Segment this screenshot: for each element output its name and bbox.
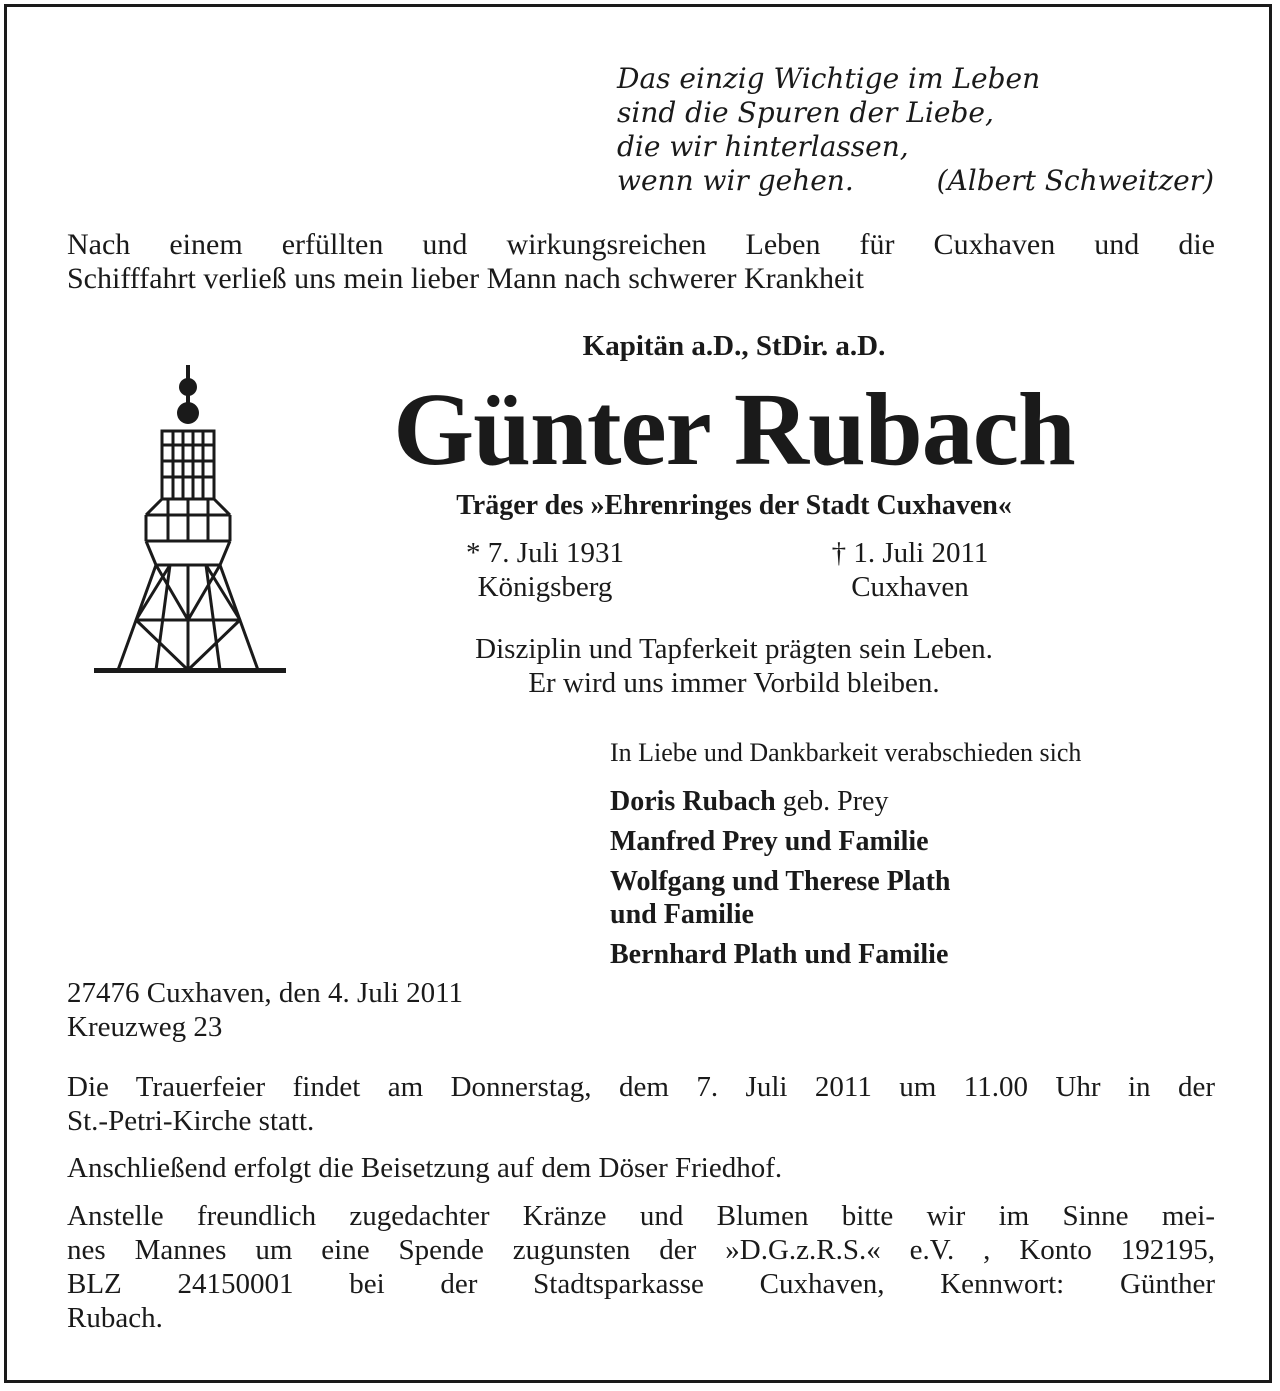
donation-paragraph <box>67 1199 1215 1335</box>
funeral-line: Die Trauerfeier findet am Donnerstag, dem 7. Juli 2011 um 11.00 Uhr in der <box>67 1071 1215 1103</box>
mourner-name: Bernhard Plath und Familie <box>610 939 949 970</box>
motto-line: Er wird uns immer Vorbild bleiben. <box>528 667 940 699</box>
epigraph-quote <box>617 62 1217 198</box>
burial-paragraph <box>67 1151 1215 1185</box>
birth-date: * 7. Juli 1931 <box>466 537 624 569</box>
address-block <box>67 976 463 1044</box>
mourner-entry <box>610 938 1220 971</box>
mourner-name: Wolfgang und Therese Plath <box>610 866 951 897</box>
burial-line: Anschließend erfolgt die Beisetzung auf dem Döser Friedhof. <box>67 1152 783 1184</box>
mourner-name: Manfred Prey und Familie <box>610 826 929 857</box>
birth-info <box>400 536 690 604</box>
quote-line: sind die Spuren der Liebe, <box>617 96 994 129</box>
quote-line: Das einzig Wichtige im Leben <box>617 62 1041 95</box>
intro-line: Schifffahrt verließ uns mein lieber Mann nach schwerer Krankheit <box>67 262 864 295</box>
quote-line: die wir hinterlassen, <box>617 130 909 163</box>
mourner-name: Doris Rubach <box>610 786 776 817</box>
mourner-entry <box>610 898 1220 931</box>
donation-line: BLZ 24150001 bei der Stadtsparkasse Cuxhaven, Kennwort: Günther <box>67 1268 1215 1300</box>
quote-author: (Albert Schweitzer) <box>936 164 1214 197</box>
funeral-line: St.-Petri-Kirche statt. <box>67 1105 315 1137</box>
address-line: Kreuzweg 23 <box>67 1011 223 1043</box>
kugelbake-beacon-icon <box>90 365 290 680</box>
donation-line: Anstelle freundlich zugedachter Kränze und Blumen bitte wir im Sinne mei- <box>67 1200 1215 1232</box>
motto <box>340 632 1128 700</box>
mourner-entry <box>610 825 1220 858</box>
quote-line: wenn wir gehen. <box>617 164 854 197</box>
funeral-paragraph <box>67 1070 1215 1138</box>
birth-place: Königsberg <box>477 571 613 603</box>
motto-line: Disziplin und Tapferkeit prägten sein Leben. <box>475 633 993 665</box>
deceased-name: Günter Rubach <box>393 372 1075 487</box>
donation-line: Rubach. <box>67 1302 163 1334</box>
death-date: † 1. Juli 2011 <box>831 537 989 569</box>
death-info <box>760 536 1060 604</box>
mourner-entry <box>610 785 1220 818</box>
donation-line: nes Mannes um eine Spende zugunsten der »D.G.z.R.S.« e.V. , Konto 192195, <box>67 1234 1215 1266</box>
mourner-entry <box>610 865 1220 898</box>
death-place: Cuxhaven <box>851 571 969 603</box>
deceased-honor: Träger des »Ehrenringes der Stadt Cuxhaven« <box>456 490 1012 521</box>
mourner-name: und Familie <box>610 899 754 930</box>
intro-paragraph <box>67 228 1215 296</box>
address-line: 27476 Cuxhaven, den 4. Juli 2011 <box>67 977 464 1009</box>
intro-line: Nach einem erfüllten und wirkungsreichen Leben für Cuxhaven und die <box>67 228 1215 261</box>
mourners-list <box>610 736 1220 978</box>
mourners-intro: In Liebe und Dankbarkeit verabschieden sich <box>610 738 1082 767</box>
mourner-suffix: geb. Prey <box>775 786 889 817</box>
deceased-titles: Kapitän a.D., StDir. a.D. <box>582 330 886 362</box>
